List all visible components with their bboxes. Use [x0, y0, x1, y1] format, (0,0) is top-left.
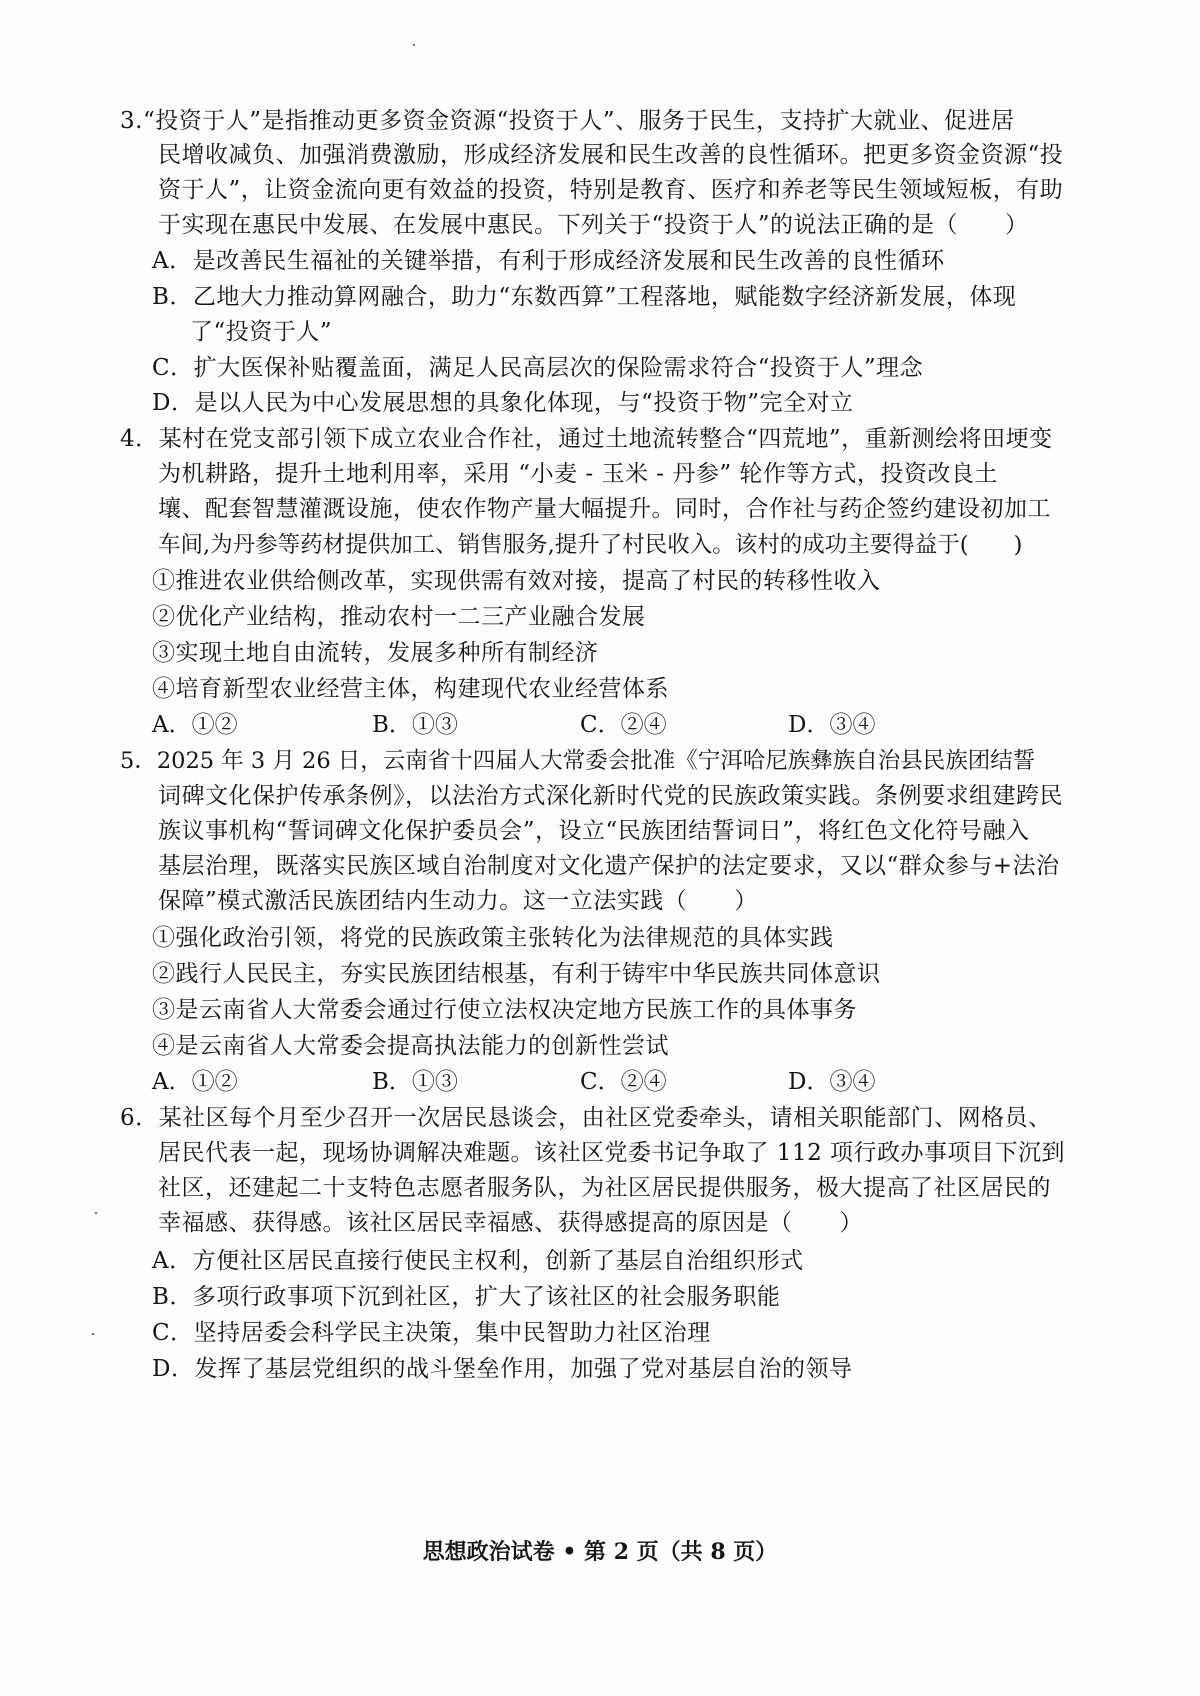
question-5-choice-a: A．①② — [152, 1069, 238, 1095]
question-4-choice-d: D．③④ — [788, 712, 876, 738]
question-3-stem-line: 资于人”，让资金流向更有效益的投资，特别是教育、医疗和养老等民生领域短板，有助 — [158, 177, 1064, 203]
question-6-option-b: B．多项行政事项下沉到社区，扩大了该社区的社会服务职能 — [152, 1284, 781, 1310]
question-3-option-b: B．乙地大力推动算网融合，助力“东数西算”工程落地，赋能数字经济新发展，体现 — [152, 284, 1017, 310]
question-5-statement-3: ③是云南省人大常委会通过行使立法权决定地方民族工作的具体事务 — [152, 997, 857, 1023]
question-4-choice-b: B．①③ — [372, 712, 458, 738]
question-5-stem-line: 5．2025 年 3 月 26 日，云南省十四届人大常委会批准《宁洱哈尼族彝族自治县民族团结誓 — [120, 748, 1036, 774]
question-6-option-d: D．发挥了基层党组织的战斗堡垒作用，加强了党对基层自治的领导 — [152, 1356, 853, 1382]
question-6-stem-line: 6．某社区每个月至少召开一次居民恳谈会，由社区党委牵头，请相关职能部门、网格员、 — [120, 1105, 1052, 1131]
scan-speck — [413, 44, 415, 46]
page-footer: 思想政治试卷 • 第 2 页（共 8 页） — [422, 1539, 778, 1565]
question-3-stem-line: 民增收减负、加强消费激励，形成经济发展和民生改善的良性循环。把更多资金资源“投 — [158, 142, 1064, 168]
question-6-stem-line: 居民代表一起，现场协调解决难题。该社区党委书记争取了 112 项行政办事项目下沉到 — [158, 1140, 1066, 1166]
scan-speck — [92, 1333, 94, 1335]
question-3-option-d: D．是以人民为中心发展思想的具象化体现，与“投资于物”完全对立 — [152, 390, 854, 416]
question-4-choice-a: A．①② — [152, 712, 238, 738]
question-5-statement-2: ②践行人民民主，夯实民族团结根基，有利于铸牢中华民族共同体意识 — [152, 961, 881, 987]
question-4-stem-line: 壤、配套智慧灌溉设施，使农作物产量大幅提升。同时，合作社与药企签约建设初加工 — [158, 496, 1051, 522]
question-4-stem-line: 为机耕路，提升土地利用率，采用 “小麦 - 玉米 - 丹参” 轮作等方式，投资改良土 — [158, 461, 998, 487]
question-5-choice-b: B．①③ — [372, 1069, 458, 1095]
question-4-stem-line: 4．某村在党支部引领下成立农业合作社，通过土地流转整合“四荒地”，重新测绘将田埂变 — [120, 426, 1053, 452]
question-3-option-c: C．扩大医保补贴覆盖面，满足人民高层次的保险需求符合“投资于人”理念 — [152, 355, 924, 381]
question-4-stem-line: 车间,为丹参等药材提供加工、销售服务,提升了村民收入。该村的成功主要得益于( ) — [158, 532, 1023, 558]
question-4-statement-2: ②优化产业结构，推动农村一二三产业融合发展 — [152, 604, 646, 630]
question-5-stem-line: 基层治理，既落实民族区域自治制度对文化遗产保护的法定要求，又以“群众参与+法治 — [158, 853, 1060, 879]
question-5-choice-d: D．③④ — [788, 1069, 876, 1095]
question-5-choice-c: C．②④ — [580, 1069, 667, 1095]
question-3-stem-line: 于实现在惠民中发展、在发展中惠民。下列关于“投资于人”的说法正确的是（ ） — [158, 212, 1029, 238]
question-4-statement-4: ④培育新型农业经营主体，构建现代农业经营体系 — [152, 676, 669, 702]
question-4-statement-3: ③实现土地自由流转，发展多种所有制经济 — [152, 640, 599, 666]
question-3-option-a: A．是改善民生福祉的关键举措，有利于形成经济发展和民生改善的良性循环 — [152, 248, 945, 274]
question-5-statement-1: ①强化政治引领，将党的民族政策主张转化为法律规范的具体实践 — [152, 925, 834, 951]
question-4-statement-1: ①推进农业供给侧改革，实现供需有效对接，提高了村民的转移性收入 — [152, 568, 881, 594]
question-4-choice-c: C．②④ — [580, 712, 667, 738]
question-5-stem-line: 族议事机构“誓词碑文化保护委员会”，设立“民族团结誓词日”，将红色文化符号融入 — [158, 818, 1030, 844]
question-5-statement-4: ④是云南省人大常委会提高执法能力的创新性尝试 — [152, 1033, 669, 1059]
question-6-stem-line: 社区，还建起二十支特色志愿者服务队，为社区居民提供服务，极大提高了社区居民的 — [158, 1175, 1051, 1201]
question-6-option-a: A．方便社区居民直接行使民主权利，创新了基层自治组织形式 — [152, 1248, 804, 1274]
question-3-stem-line: 3.“投资于人”是指推动更多资金资源“投资于人”、服务于民生，支持扩大就业、促进居 — [120, 108, 1015, 134]
scan-speck — [95, 1212, 97, 1214]
question-5-stem-line: 保障”模式激活民族团结内生动力。这一立法实践（ ） — [158, 888, 758, 914]
question-6-stem-line: 幸福感、获得感。该社区居民幸福感、获得感提高的原因是（ ） — [158, 1210, 863, 1236]
question-6-option-c: C．坚持居委会科学民主决策，集中民智助力社区治理 — [152, 1320, 711, 1346]
question-5-stem-line: 词碑文化保护传承条例》，以法治方式深化新时代党的民族政策实践。条例要求组建跨民 — [158, 783, 1063, 809]
question-3-option-b-cont: 了“投资于人” — [190, 319, 333, 345]
